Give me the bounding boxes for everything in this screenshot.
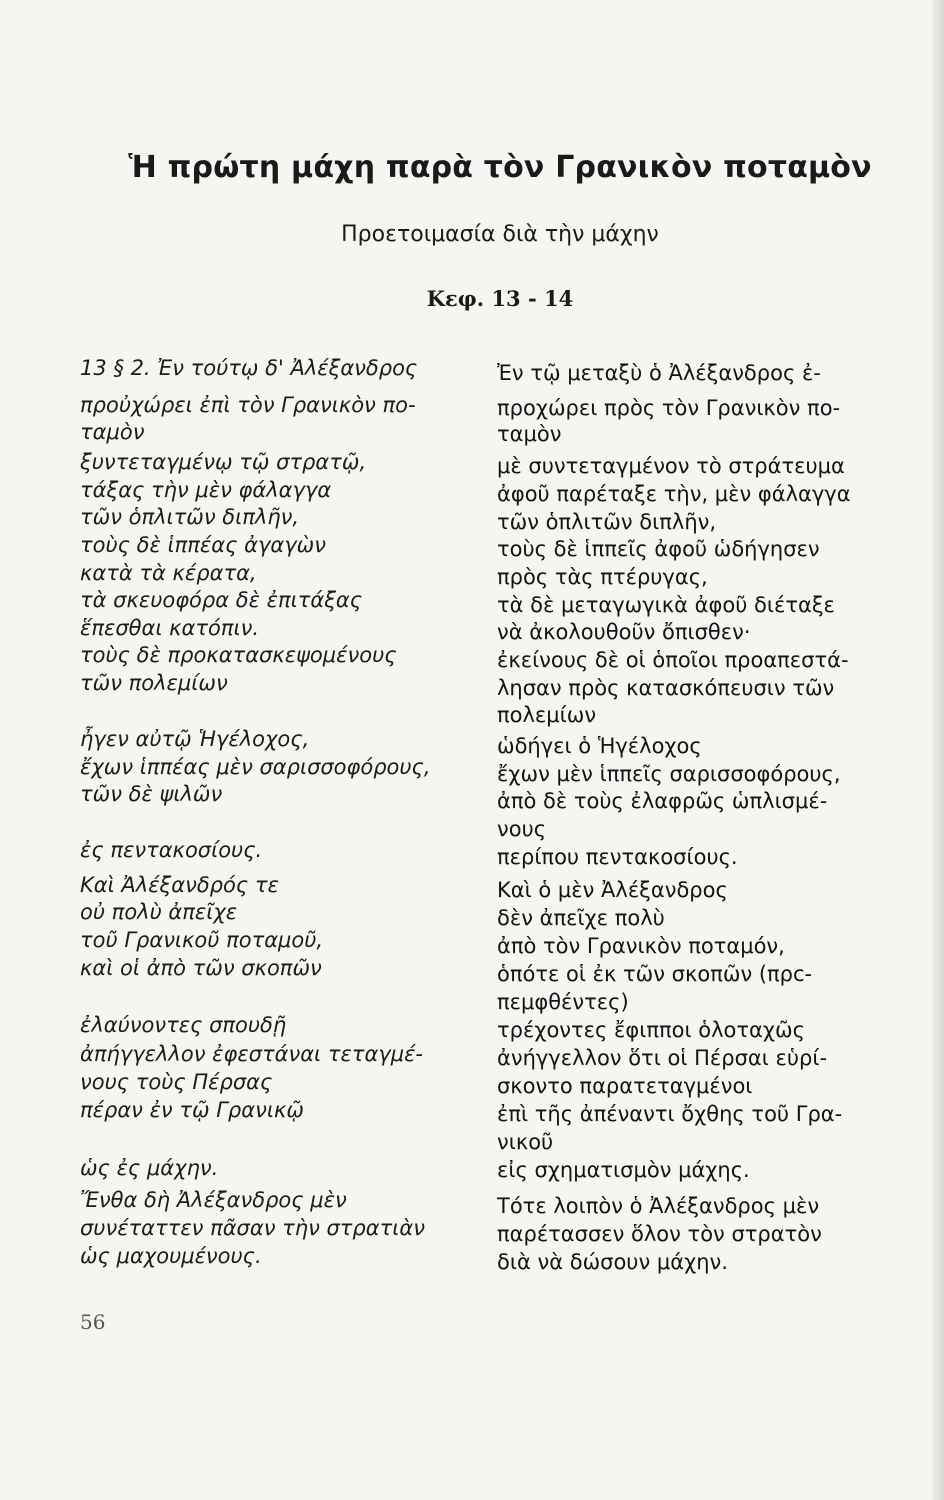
modern-line: παρέτασσεν ὅλον τὸν στρατὸν bbox=[497, 1222, 822, 1246]
modern-line: ὁπότε οἱ ἐκ τῶν σκοπῶν (πρc- bbox=[497, 962, 813, 986]
modern-line: νους bbox=[497, 817, 547, 841]
modern-line: πολεμίων bbox=[497, 703, 597, 727]
ancient-line: τῶν δὲ ψιλῶν bbox=[80, 782, 223, 806]
ancient-line: ἕπεσθαι κατόπιν. bbox=[80, 616, 259, 640]
modern-line: τὰ δὲ μεταγωγικὰ ἀφοῦ διέταξε bbox=[497, 593, 835, 617]
modern-line: ἀφοῦ παρέταξε τὴν, μὲν φάλαγγα bbox=[497, 482, 851, 506]
ancient-line: Ἔνθα δὴ Ἀλέξανδρος μὲν bbox=[80, 1188, 347, 1212]
modern-line: ἐκείνους δὲ οἱ ὁποῖοι προαπεστά- bbox=[497, 648, 849, 672]
modern-line: Τότε λοιπὸν ὁ Ἀλέξανδρος μὲν bbox=[497, 1194, 820, 1218]
modern-line: σκοντο παρατεταγμένοι bbox=[497, 1074, 753, 1098]
modern-line: πρὸς τὰς πτέρυγας, bbox=[497, 565, 708, 589]
modern-line: προχώρει πρὸς τὸν Γρανικὸν πο- bbox=[497, 396, 841, 420]
ancient-line: ὡς μαχουμένους. bbox=[80, 1244, 262, 1268]
ancient-line: συνέταττεν πᾶσαν τὴν στρατιὰν bbox=[80, 1216, 425, 1240]
modern-line: ἀπὸ δὲ τοὺς ἐλαφρῶς ὡπλισμέ- bbox=[497, 789, 828, 813]
ancient-line: κατὰ τὰ κέρατα, bbox=[80, 561, 257, 585]
page-title: Ἡ πρώτη μάχη παρὰ τὸν Γρανικὸν ποταμὸν bbox=[128, 150, 872, 185]
chapter-heading: Κεφ. 13 - 14 bbox=[426, 286, 574, 311]
modern-line: Ἐν τῷ μεταξὺ ὁ Ἀλέξανδρος ἐ- bbox=[497, 361, 821, 385]
ancient-line: τοὺς δὲ ἱππέας ἀγαγὼν bbox=[80, 533, 326, 557]
ancient-line: ἦγεν αὐτῷ Ἡγέλοχος, bbox=[80, 727, 310, 751]
modern-line: ἐπὶ τῆς ἀπέναντι ὄχθης τοῦ Γρα- bbox=[497, 1102, 843, 1126]
modern-line: ὡδήγει ὁ Ἡγέλοχος bbox=[497, 734, 702, 758]
ancient-line: τοὺς δὲ προκατασκεψομένους bbox=[80, 643, 397, 667]
ancient-line: τῶν πολεμίων bbox=[80, 671, 228, 695]
modern-line: νὰ ἀκολουθοῦν ὄπισθεν· bbox=[497, 620, 751, 644]
modern-line: τοὺς δὲ ἱππεῖς ἀφοῦ ὡδήγησεν bbox=[497, 537, 820, 561]
ancient-line: πέραν ἐν τῷ Γρανικῷ bbox=[80, 1098, 304, 1122]
ancient-line: ὡς ἐς μάχην. bbox=[80, 1156, 219, 1180]
page-number: 56 bbox=[80, 1310, 106, 1334]
ancient-line: ἐς πεντακοσίους. bbox=[80, 838, 263, 862]
modern-line: τρέχοντες ἔφιπποι ὁλοταχῶς bbox=[497, 1018, 805, 1042]
modern-line: νικοῦ bbox=[497, 1130, 554, 1154]
ancient-line: τῶν ὁπλιτῶν διπλῆν, bbox=[80, 505, 300, 529]
ancient-line: καὶ οἱ ἀπὸ τῶν σκοπῶν bbox=[80, 956, 322, 980]
modern-line: μὲ συντεταγμένον τὸ στράτευμα bbox=[497, 454, 845, 478]
page-subtitle: Προετοιμασία διὰ τὴν μάχην bbox=[341, 222, 659, 247]
ancient-line: τοῦ Γρανικοῦ ποταμοῦ, bbox=[80, 928, 324, 952]
ancient-line: νους τοὺς Πέρσας bbox=[80, 1070, 273, 1094]
modern-line: εἰς σχηματισμὸν μάχης. bbox=[497, 1158, 750, 1182]
ancient-line: ἔχων ἱππέας μὲν σαρισσοφόρους, bbox=[80, 755, 431, 779]
ancient-line: οὐ πολὺ ἀπεῖχε bbox=[80, 900, 238, 924]
modern-line: ταμὸν bbox=[497, 422, 562, 446]
ancient-line: τάξας τὴν μὲν φάλαγγα bbox=[80, 478, 332, 502]
modern-line: Καὶ ὁ μὲν Ἀλέξανδρος bbox=[497, 878, 728, 902]
ancient-line: 13 § 2. Ἐν τούτῳ δ' Ἀλέξανδρος bbox=[80, 356, 418, 380]
ancient-line: ταμὸν bbox=[80, 420, 145, 444]
modern-line: ἔχων μὲν ἱππεῖς σαρισσοφόρους, bbox=[497, 762, 841, 786]
modern-line: τῶν ὁπλιτῶν διπλῆν, bbox=[497, 510, 717, 534]
ancient-line: Καὶ Ἀλέξανδρός τε bbox=[80, 873, 279, 897]
ancient-line: ἐλαύνοντες σπουδῇ bbox=[80, 1013, 287, 1037]
ancient-line: ξυντεταγμένῳ τῷ στρατῷ, bbox=[80, 450, 367, 474]
modern-line: λησαν πρὸς κατασκόπευσιν τῶν bbox=[497, 676, 835, 700]
ancient-line: τὰ σκευοφόρα δὲ ἐπιτάξας bbox=[80, 588, 363, 612]
modern-line: περίπου πεντακοσίους. bbox=[497, 845, 738, 869]
modern-line: ἀνήγγελλον ὅτι οἱ Πέρσαι εὑρί- bbox=[497, 1046, 828, 1070]
modern-line: πεμφθέντες) bbox=[497, 990, 629, 1014]
modern-line: διὰ νὰ δώσουν μάχην. bbox=[497, 1250, 728, 1274]
ancient-line: ἀπήγγελλον ἐφεστάναι τεταγμέ- bbox=[80, 1042, 424, 1066]
modern-line: ἀπὸ τὸν Γρανικὸν ποταμόν, bbox=[497, 934, 785, 958]
ancient-line: προὐχώρει ἐπὶ τὸν Γρανικὸν πο- bbox=[80, 393, 416, 417]
modern-line: δὲν ἀπεῖχε πολὺ bbox=[497, 906, 665, 930]
